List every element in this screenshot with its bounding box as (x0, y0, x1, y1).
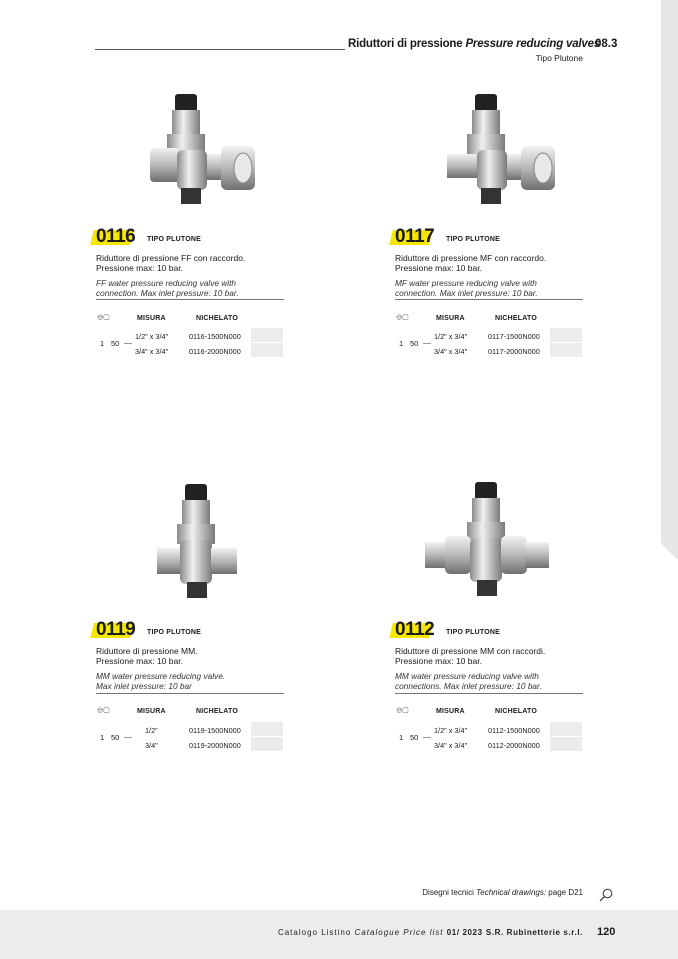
divider (96, 693, 284, 694)
product-image-0112 (415, 478, 605, 618)
product-image-0119 (125, 478, 315, 618)
box-icon: ▢ (103, 706, 110, 715)
price-cell (550, 722, 582, 736)
pack-inner: 1 (100, 733, 105, 742)
page-subtitle: Tipo Plutone (535, 53, 583, 63)
column-header-finish: NICHELATO (495, 315, 537, 322)
table-cell-size: 1/2" x 3/4" (434, 726, 468, 735)
row-bracket (423, 343, 431, 344)
description-italian: Riduttore di pressione MF con raccordo. Pressione max: 10 bar. (395, 253, 547, 273)
side-tab-decoration (661, 0, 678, 560)
column-header-finish: NICHELATO (196, 315, 238, 322)
column-header-finish: NICHELATO (495, 708, 537, 715)
table-cell-size: 3/4" (145, 741, 158, 750)
product-code-0112: 0112 (395, 619, 434, 641)
pack-outer: 50 (410, 339, 419, 348)
table-cell-size: 1/2" (145, 726, 158, 735)
package-icon: ⎊ (97, 706, 104, 715)
box-icon: ▢ (402, 706, 409, 715)
page-title (348, 38, 600, 50)
price-cell (550, 343, 582, 357)
table-cell-ref: 0116-2000N000 (189, 347, 241, 356)
footer-catalog-info: Catalogo Listino Catalogue Price list 01/ 2023 S.R. Rubinetterie s.r.l. (277, 928, 583, 937)
pack-inner: 1 (100, 339, 105, 348)
product-type: TIPO PLUTONE (147, 236, 201, 243)
row-bracket (124, 343, 132, 344)
table-cell-ref: 0117-2000N000 (488, 347, 540, 356)
pack-inner: 1 (399, 733, 404, 742)
section-number: 08.3 (595, 38, 618, 50)
box-icon: ▢ (402, 313, 409, 322)
price-cell (550, 737, 582, 751)
product-type: TIPO PLUTONE (147, 629, 201, 636)
price-cell (251, 722, 283, 736)
column-header-size: MISURA (436, 315, 465, 322)
column-header-size: MISURA (137, 315, 166, 322)
package-icons (396, 706, 409, 716)
divider (395, 693, 583, 694)
product-type: TIPO PLUTONE (446, 629, 500, 636)
box-icon: ▢ (103, 313, 110, 322)
package-icon: ⎊ (97, 313, 104, 322)
table-cell-ref: 0119-1500N000 (189, 726, 241, 735)
table-cell-size: 3/4" x 3/4" (434, 741, 468, 750)
table-cell-ref: 0117-1500N000 (488, 332, 540, 341)
price-cell (251, 737, 283, 751)
price-cell (251, 328, 283, 342)
table-cell-size: 1/2" x 3/4" (434, 332, 468, 341)
package-icons (97, 706, 110, 716)
table-cell-size: 3/4" x 3/4" (135, 347, 169, 356)
divider (96, 299, 284, 300)
row-bracket (423, 737, 431, 738)
table-cell-ref: 0119-2000N000 (189, 741, 241, 750)
product-code-0116: 0116 (96, 226, 135, 248)
package-icons (97, 313, 110, 323)
description-italian: Riduttore di pressione MM con raccordi. Pressione max: 10 bar. (395, 646, 546, 666)
description-english: FF water pressure reducing valve with connection. Max inlet pressure: 10 bar. (96, 278, 239, 298)
price-cell (550, 328, 582, 342)
description-english: MF water pressure reducing valve with connection. Max inlet pressure: 10 bar. (395, 278, 538, 298)
product-code-0119: 0119 (96, 619, 135, 641)
column-header-size: MISURA (137, 708, 166, 715)
package-icons (396, 313, 409, 323)
page-number: 120 (597, 926, 616, 938)
description-italian: Riduttore di pressione FF con raccordo. Pressione max: 10 bar. (96, 253, 246, 273)
product-image-0116 (125, 88, 315, 228)
pack-outer: 50 (111, 733, 120, 742)
title-english: Pressure reducing valves (465, 38, 601, 50)
product-code-0117: 0117 (395, 226, 434, 248)
technical-drawings-note: Disegni tecnici Technical drawings: page D21 (422, 888, 583, 897)
pack-outer: 50 (410, 733, 419, 742)
header-rule (95, 49, 345, 50)
table-cell-ref: 0112-2000N000 (488, 741, 540, 750)
description-english: MM water pressure reducing valve with connections. Max inlet pressure: 10 bar. (395, 671, 542, 691)
pack-inner: 1 (399, 339, 404, 348)
table-cell-ref: 0116-1500N000 (189, 332, 241, 341)
product-type: TIPO PLUTONE (446, 236, 500, 243)
package-icon: ⎊ (396, 706, 403, 715)
table-cell-size: 1/2" x 3/4" (135, 332, 169, 341)
divider (395, 299, 583, 300)
column-header-finish: NICHELATO (196, 708, 238, 715)
table-cell-ref: 0112-1500N000 (488, 726, 540, 735)
price-cell (251, 343, 283, 357)
product-image-0117 (425, 88, 615, 228)
search-icon[interactable] (599, 888, 613, 902)
row-bracket (124, 737, 132, 738)
column-header-size: MISURA (436, 708, 465, 715)
package-icon: ⎊ (396, 313, 403, 322)
description-italian: Riduttore di pressione MM. Pressione max: 10 bar. (96, 646, 198, 666)
title-italian: Riduttori di pressione (348, 38, 463, 50)
pack-outer: 50 (111, 339, 120, 348)
table-cell-size: 3/4" x 3/4" (434, 347, 468, 356)
description-english: MM water pressure reducing valve. Max inlet pressure: 10 bar (96, 671, 226, 691)
